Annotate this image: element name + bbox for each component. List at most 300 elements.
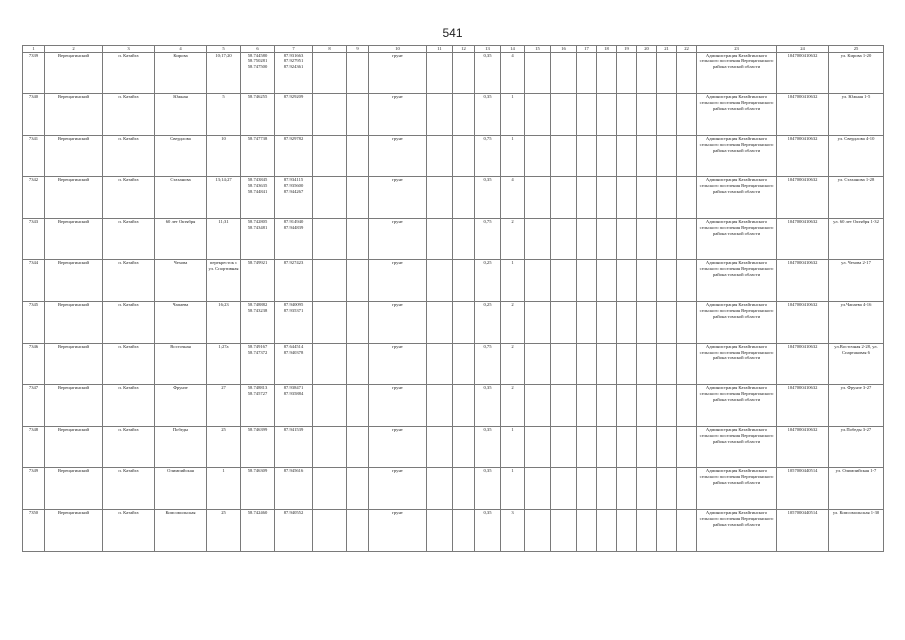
table-row — [23, 302, 884, 344]
table-cell-c19 — [617, 343, 637, 385]
table-cell-c25: ул.Чапаева 4-16 — [829, 302, 884, 344]
table-cell-c6: 58.742460 — [241, 510, 275, 552]
table-cell-c9 — [347, 302, 369, 344]
table-cell-c7: 87.929782 — [275, 135, 313, 177]
table-cell-c18 — [597, 94, 617, 136]
table-cell-c20 — [637, 385, 657, 427]
table-cell-c14: 2 — [501, 385, 525, 427]
table-cell-c1: 7350 — [23, 510, 45, 552]
table-cell-c9 — [347, 468, 369, 510]
table-cell-c15 — [525, 385, 551, 427]
table-cell-c25: ул. Комсомольская 1-30 — [829, 510, 884, 552]
table-cell-c14: 1 — [501, 260, 525, 302]
table-cell-c12 — [453, 426, 475, 468]
column-header: 24 — [777, 46, 829, 53]
table-cell-c23: Администрация Катайгинского сельского поселения Верещагинского района томской области — [697, 94, 777, 136]
column-header: 19 — [617, 46, 637, 53]
table-cell-c22 — [677, 177, 697, 219]
column-header: 14 — [501, 46, 525, 53]
table-cell-c21 — [657, 260, 677, 302]
table-cell-c13: 0,35 — [475, 52, 501, 94]
table-cell-c8 — [313, 94, 347, 136]
table-cell-c3: п. Катайга — [103, 385, 155, 427]
table-cell-c7: 87.929209 — [275, 94, 313, 136]
table-cell-c1: 7341 — [23, 135, 45, 177]
table-cell-c13: 0,75 — [475, 343, 501, 385]
table-cell-c9 — [347, 135, 369, 177]
column-header: 13 — [475, 46, 501, 53]
table-cell-c25: ул. Фрунзе 3-27 — [829, 385, 884, 427]
table-cell-c24: 1047000410632 — [777, 260, 829, 302]
table-cell-c14: 1 — [501, 135, 525, 177]
table-cell-c8 — [313, 52, 347, 94]
table-cell-c10: грунт — [369, 177, 427, 219]
table-cell-c24: 1057000440514 — [777, 468, 829, 510]
column-header: 10 — [369, 46, 427, 53]
table-cell-c11 — [427, 94, 453, 136]
table-cell-c14: 2 — [501, 218, 525, 260]
table-cell-c22 — [677, 260, 697, 302]
table-cell-c3: п. Катайга — [103, 343, 155, 385]
table-cell-c19 — [617, 302, 637, 344]
table-cell-c18 — [597, 426, 617, 468]
table-cell-c23: Администрация Катайгинского сельского поселения Верещагинского района томской области — [697, 218, 777, 260]
table-cell-c13: 0,25 — [475, 302, 501, 344]
table-cell-c25: ул.Победы 3-27 — [829, 426, 884, 468]
table-cell-c3: п. Катайга — [103, 218, 155, 260]
table-row — [23, 94, 884, 136]
table-cell-c13: 0,75 — [475, 135, 501, 177]
table-cell-c17 — [577, 510, 597, 552]
table-cell-c2: Верещагинский — [45, 510, 103, 552]
table-cell-c15 — [525, 260, 551, 302]
table-cell-c18 — [597, 135, 617, 177]
table-cell-c14: 2 — [501, 302, 525, 344]
table-cell-c25: ул. Кирова 1-20 — [829, 52, 884, 94]
table-cell-c5: 25 — [207, 426, 241, 468]
table-cell-c24: 1047000410632 — [777, 177, 829, 219]
table-cell-c21 — [657, 343, 677, 385]
column-header: 5 — [207, 46, 241, 53]
table-cell-c16 — [551, 218, 577, 260]
table-cell-c3: п. Катайга — [103, 52, 155, 94]
table-cell-c16 — [551, 426, 577, 468]
table-cell-c20 — [637, 468, 657, 510]
table-cell-c17 — [577, 177, 597, 219]
table-cell-c2: Верещагинский — [45, 218, 103, 260]
column-header: 15 — [525, 46, 551, 53]
table-cell-c5: 25 — [207, 510, 241, 552]
table-cell-c10: грунт — [369, 94, 427, 136]
table-cell-c21 — [657, 52, 677, 94]
table-cell-c19 — [617, 218, 637, 260]
table-cell-c7: 87.934115 87.935600 87.944267 — [275, 177, 313, 219]
table-cell-c16 — [551, 260, 577, 302]
page-number: 541 — [442, 26, 463, 40]
table-cell-c4: Фрунзе — [155, 385, 207, 427]
table-cell-c20 — [637, 94, 657, 136]
table-cell-c23: Администрация Катайгинского сельского поселения Верещагинского района томской области — [697, 385, 777, 427]
table-cell-c16 — [551, 177, 577, 219]
table-cell-c6: 58.746309 — [241, 468, 275, 510]
column-header: 8 — [313, 46, 347, 53]
table-cell-c21 — [657, 510, 677, 552]
table-row — [23, 510, 884, 552]
table-cell-c23: Администрация Катайгинского сельского поселения Верещагинского района томской области — [697, 260, 777, 302]
table-cell-c7: 87.940095 87.935371 — [275, 302, 313, 344]
table-cell-c13: 0,35 — [475, 94, 501, 136]
table-cell-c15 — [525, 218, 551, 260]
table-cell-c20 — [637, 426, 657, 468]
table-cell-c18 — [597, 385, 617, 427]
table-cell-c19 — [617, 177, 637, 219]
table-cell-c13: 0,35 — [475, 468, 501, 510]
table-cell-c19 — [617, 468, 637, 510]
table-cell-c22 — [677, 468, 697, 510]
table-cell-c7: 87.941539 — [275, 426, 313, 468]
table-cell-c18 — [597, 343, 617, 385]
table-cell-c24: 1047000410632 — [777, 426, 829, 468]
table-cell-c24: 1047000410632 — [777, 302, 829, 344]
table-cell-c19 — [617, 260, 637, 302]
column-header: 6 — [241, 46, 275, 53]
table-cell-c19 — [617, 135, 637, 177]
table-cell-c9 — [347, 510, 369, 552]
table-cell-c4: Победы — [155, 426, 207, 468]
table-cell-c16 — [551, 135, 577, 177]
table-cell-c22 — [677, 385, 697, 427]
column-header: 2 — [45, 46, 103, 53]
table-cell-c2: Верещагинский — [45, 343, 103, 385]
table-cell-c17 — [577, 218, 597, 260]
table-cell-c6: 58.743845 58.743635 58.744841 — [241, 177, 275, 219]
column-header: 22 — [677, 46, 697, 53]
table-cell-c13: 0,35 — [475, 177, 501, 219]
table-cell-c8 — [313, 218, 347, 260]
table-cell-c11 — [427, 385, 453, 427]
table-cell-c16 — [551, 302, 577, 344]
column-header: 9 — [347, 46, 369, 53]
table-cell-c17 — [577, 260, 597, 302]
table-cell-c15 — [525, 510, 551, 552]
table-cell-c8 — [313, 468, 347, 510]
table-cell-c23: Администрация Катайгинского сельского поселения Верещагинского района томской области — [697, 343, 777, 385]
table-cell-c2: Верещагинский — [45, 302, 103, 344]
table-cell-c20 — [637, 343, 657, 385]
table-cell-c18 — [597, 260, 617, 302]
table-cell-c22 — [677, 94, 697, 136]
table-cell-c19 — [617, 510, 637, 552]
table-cell-c21 — [657, 135, 677, 177]
table-cell-c23: Администрация Катайгинского сельского поселения Верещагинского района томской области — [697, 510, 777, 552]
table-cell-c21 — [657, 94, 677, 136]
table-cell-c7: 87.945616 — [275, 468, 313, 510]
table-cell-c12 — [453, 260, 475, 302]
table-cell-c4: Комсомольская — [155, 510, 207, 552]
table-cell-c7: 87.927423 — [275, 260, 313, 302]
table-row — [23, 468, 884, 510]
table-cell-c4: Восточная — [155, 343, 207, 385]
table-cell-c1: 7349 — [23, 468, 45, 510]
table-cell-c21 — [657, 218, 677, 260]
table-cell-c23: Администрация Катайгинского сельского поселения Верещагинского района томской области — [697, 135, 777, 177]
table-cell-c13: 0,35 — [475, 510, 501, 552]
table-cell-c8 — [313, 302, 347, 344]
table-cell-c19 — [617, 426, 637, 468]
table-cell-c24: 1047000410632 — [777, 52, 829, 94]
table-cell-c24: 1057000440514 — [777, 510, 829, 552]
table-cell-c7: 87.644514 87.940378 — [275, 343, 313, 385]
table-cell-c10: грунт — [369, 135, 427, 177]
table-cell-c9 — [347, 426, 369, 468]
table-cell-c15 — [525, 52, 551, 94]
table-cell-c2: Верещагинский — [45, 94, 103, 136]
table-cell-c18 — [597, 468, 617, 510]
table-cell-c1: 7346 — [23, 343, 45, 385]
table-cell-c4: Чапаева — [155, 302, 207, 344]
column-header: 16 — [551, 46, 577, 53]
table-row — [23, 385, 884, 427]
table-cell-c17 — [577, 52, 597, 94]
column-header: 1 — [23, 46, 45, 53]
table-cell-c1: 7342 — [23, 177, 45, 219]
column-header: 17 — [577, 46, 597, 53]
table-cell-c14: 4 — [501, 52, 525, 94]
table-cell-c10: грунт — [369, 468, 427, 510]
table-cell-c9 — [347, 177, 369, 219]
table-cell-c17 — [577, 135, 597, 177]
table-cell-c15 — [525, 135, 551, 177]
table-cell-c2: Верещагинский — [45, 468, 103, 510]
table-cell-c5: 10 — [207, 135, 241, 177]
table-cell-c2: Верещагинский — [45, 177, 103, 219]
table-cell-c13: 0,35 — [475, 385, 501, 427]
table-cell-c18 — [597, 510, 617, 552]
table-cell-c2: Верещагинский — [45, 385, 103, 427]
table-cell-c10: грунт — [369, 52, 427, 94]
table-cell-c3: п. Катайга — [103, 510, 155, 552]
table-cell-c14: 2 — [501, 343, 525, 385]
table-cell-c16 — [551, 468, 577, 510]
table-cell-c22 — [677, 218, 697, 260]
column-header: 3 — [103, 46, 155, 53]
table-cell-c21 — [657, 302, 677, 344]
table-cell-c25: ул. Олимпийская 1-7 — [829, 468, 884, 510]
table-cell-c5: 1 — [207, 468, 241, 510]
table-cell-c16 — [551, 385, 577, 427]
table-cell-c9 — [347, 94, 369, 136]
table-cell-c3: п. Катайга — [103, 302, 155, 344]
table-cell-c11 — [427, 52, 453, 94]
table-cell-c4: Стаханова — [155, 177, 207, 219]
table-cell-c15 — [525, 177, 551, 219]
table-cell-c9 — [347, 343, 369, 385]
table-cell-c22 — [677, 343, 697, 385]
table-cell-c1: 7347 — [23, 385, 45, 427]
table-cell-c20 — [637, 177, 657, 219]
table-cell-c10: грунт — [369, 260, 427, 302]
table-cell-c23: Администрация Катайгинского сельского поселения Верещагинского района томской области — [697, 468, 777, 510]
table-cell-c15 — [525, 426, 551, 468]
table-cell-c10: грунт — [369, 302, 427, 344]
table-cell-c5: 16;23 — [207, 302, 241, 344]
table-cell-c14: 1 — [501, 426, 525, 468]
table-cell-c25: ул. Чехова 2-17 — [829, 260, 884, 302]
table-cell-c20 — [637, 52, 657, 94]
column-header: 7 — [275, 46, 313, 53]
table-cell-c8 — [313, 177, 347, 219]
table-cell-c20 — [637, 260, 657, 302]
table-cell-c5: 11;31 — [207, 218, 241, 260]
table-cell-c14: 4 — [501, 177, 525, 219]
table-cell-c21 — [657, 385, 677, 427]
table-cell-c22 — [677, 426, 697, 468]
table-cell-c1: 7344 — [23, 260, 45, 302]
table-cell-c21 — [657, 426, 677, 468]
table-cell-c9 — [347, 218, 369, 260]
table-cell-c12 — [453, 302, 475, 344]
table-cell-c11 — [427, 260, 453, 302]
table-cell-c12 — [453, 218, 475, 260]
table-cell-c11 — [427, 510, 453, 552]
table-cell-c23: Администрация Катайгинского сельского поселения Верещагинского района томской области — [697, 177, 777, 219]
table-cell-c21 — [657, 177, 677, 219]
table-cell-c12 — [453, 385, 475, 427]
column-header: 25 — [829, 46, 884, 53]
column-header: 4 — [155, 46, 207, 53]
table-cell-c25: ул. Свердлова 4-10 — [829, 135, 884, 177]
table-cell-c22 — [677, 52, 697, 94]
table-cell-c14: 1 — [501, 94, 525, 136]
table-cell-c12 — [453, 468, 475, 510]
table-cell-c10: грунт — [369, 426, 427, 468]
table-cell-c17 — [577, 94, 597, 136]
column-header: 18 — [597, 46, 617, 53]
table-cell-c22 — [677, 510, 697, 552]
table-cell-c7: 87.940552 — [275, 510, 313, 552]
table-row — [23, 52, 884, 94]
table-cell-c5: 13;14;27 — [207, 177, 241, 219]
table-cell-c6: 58.747738 — [241, 135, 275, 177]
table-cell-c6: 58.748813 58.745727 — [241, 385, 275, 427]
table-cell-c13: 0,25 — [475, 260, 501, 302]
table-cell-c3: п. Катайга — [103, 94, 155, 136]
table-cell-c16 — [551, 510, 577, 552]
column-header: 23 — [697, 46, 777, 53]
table-cell-c12 — [453, 177, 475, 219]
table-cell-c10: грунт — [369, 385, 427, 427]
table-cell-c2: Верещагинский — [45, 260, 103, 302]
table-cell-c10: грунт — [369, 218, 427, 260]
table-cell-c16 — [551, 94, 577, 136]
table-cell-c3: п. Катайга — [103, 260, 155, 302]
table-cell-c24: 1047000410632 — [777, 343, 829, 385]
table-cell-c20 — [637, 218, 657, 260]
table-cell-c25: ул. 60 лет Октября 1-32 — [829, 218, 884, 260]
table-cell-c24: 1047000410632 — [777, 385, 829, 427]
table-cell-c11 — [427, 135, 453, 177]
table-cell-c10: грунт — [369, 510, 427, 552]
table-cell-c9 — [347, 385, 369, 427]
table-cell-c12 — [453, 343, 475, 385]
table-cell-c17 — [577, 385, 597, 427]
table-cell-c5: перекресток с ул. Спортивная — [207, 260, 241, 302]
table-cell-c18 — [597, 218, 617, 260]
table-cell-c3: п. Катайга — [103, 468, 155, 510]
table-cell-c7: 87.938471 87.935884 — [275, 385, 313, 427]
register-table — [22, 45, 884, 552]
table-cell-c18 — [597, 177, 617, 219]
table-cell-c1: 7339 — [23, 52, 45, 94]
table-cell-c16 — [551, 343, 577, 385]
table-cell-c22 — [677, 302, 697, 344]
table-cell-c6: 58.742805 58.743481 — [241, 218, 275, 260]
table-cell-c18 — [597, 302, 617, 344]
table-cell-c6: 58.746399 — [241, 426, 275, 468]
table-cell-c10: грунт — [369, 343, 427, 385]
table-cell-c8 — [313, 135, 347, 177]
table-cell-c1: 7348 — [23, 426, 45, 468]
table-cell-c4: Чехова — [155, 260, 207, 302]
table-cell-c2: Верещагинский — [45, 135, 103, 177]
table-cell-c24: 1047000410632 — [777, 218, 829, 260]
table-cell-c25: ул. Южная 1-5 — [829, 94, 884, 136]
table-cell-c23: Администрация Катайгинского сельского поселения Верещагинского района томской области — [697, 52, 777, 94]
table-cell-c5: 1;27а — [207, 343, 241, 385]
table-row — [23, 260, 884, 302]
table-cell-c4: 60 лет Октября — [155, 218, 207, 260]
table-cell-c21 — [657, 468, 677, 510]
table-cell-c12 — [453, 510, 475, 552]
table-cell-c3: п. Катайга — [103, 177, 155, 219]
table-cell-c4: Южная — [155, 94, 207, 136]
column-header: 21 — [657, 46, 677, 53]
table-cell-c11 — [427, 302, 453, 344]
table-cell-c12 — [453, 135, 475, 177]
table-cell-c24: 1047000410632 — [777, 94, 829, 136]
table-row — [23, 343, 884, 385]
table-cell-c8 — [313, 260, 347, 302]
table-cell-c3: п. Катайга — [103, 135, 155, 177]
table-cell-c15 — [525, 468, 551, 510]
table-row — [23, 135, 884, 177]
table-cell-c5: 10;17;20 — [207, 52, 241, 94]
table-cell-c17 — [577, 343, 597, 385]
table-cell-c9 — [347, 260, 369, 302]
table-cell-c4: Олимпийская — [155, 468, 207, 510]
table-cell-c11 — [427, 177, 453, 219]
table-cell-c20 — [637, 135, 657, 177]
table-cell-c8 — [313, 510, 347, 552]
table-row — [23, 426, 884, 468]
table-cell-c11 — [427, 218, 453, 260]
table-cell-c6: 58.748882 58.743238 — [241, 302, 275, 344]
table-cell-c5: 27 — [207, 385, 241, 427]
table-cell-c19 — [617, 385, 637, 427]
table-cell-c16 — [551, 52, 577, 94]
table-cell-c15 — [525, 302, 551, 344]
table-cell-c19 — [617, 94, 637, 136]
table-cell-c7: 87.914940 87.944839 — [275, 218, 313, 260]
table-cell-c24: 1047000410632 — [777, 135, 829, 177]
table-cell-c11 — [427, 343, 453, 385]
table-cell-c9 — [347, 52, 369, 94]
table-cell-c7: 87.931663 87.927951 87.924361 — [275, 52, 313, 94]
table-cell-c15 — [525, 343, 551, 385]
table-cell-c14: 1 — [501, 468, 525, 510]
table-cell-c6: 58.744580 58.750281 58.747500 — [241, 52, 275, 94]
table-cell-c17 — [577, 468, 597, 510]
